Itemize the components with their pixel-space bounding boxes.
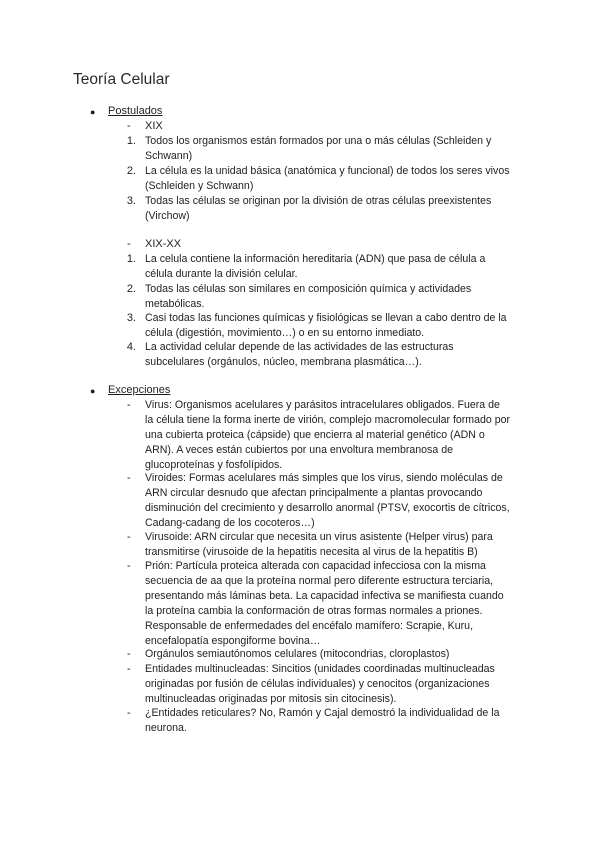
dash-marker: - — [127, 238, 131, 250]
section-heading-postulados: Postulados — [108, 105, 163, 117]
list-item: Casi todas las funciones químicas y fisiológicas se llevan a cabo dentro de la célula (digestión, movimiento…) o en su entorno inmediato. — [145, 312, 507, 339]
list-item: Prión: Partícula proteica alterada con capacidad infecciosa con la misma secuencia de aa que la proteína normal pero diferente estructura terciaria, presentando más láminas beta. La capacidad infectiva se manifiesta cuando la proteína cambia la conformación de otras formas normales a priones. Responsable de enfermedades del encéfalo mamífero: Scrapie, Kuru, encefalopatía espongiforme bovina… — [145, 560, 504, 647]
bullet-icon: ● — [90, 386, 96, 396]
list-number: 3. — [126, 195, 136, 207]
list-item: La actividad celular depende de las actividades de las estructuras subcelulares (orgánulos, núcleo, membrana plasmática…). — [145, 341, 454, 368]
list-number: 1. — [126, 253, 136, 265]
list-item: Virus: Organismos acelulares y parásitos intracelulares obligados. Fuera de la célula tiene la forma inerte de virión, complejo macromolecular formado por una cubierta proteica (cápside) que encierra al material genético (ADN o ARN). A veces están cubiertos por una envoltura membranosa de glucoproteínas y fosfolípidos. — [145, 399, 511, 471]
list-number: 3. — [126, 312, 136, 324]
list-item: Todas las células se originan por la división de otras células preexistentes (Virchow) — [145, 195, 492, 222]
dash-marker: - — [127, 120, 131, 132]
list-item: Virusoide: ARN circular que necesita un virus asistente (Helper virus) para transmitirse (virusoide de la hepatitis necesita al virus de la hepatitis B) — [145, 531, 493, 558]
list-item: La celula contiene la información hereditaria (ADN) que pasa de célula a célula durante la división celular. — [145, 253, 486, 280]
list-item: Todos los organismos están formados por una o más células (Schleiden y Schwann) — [145, 135, 492, 162]
list-item: Entidades multinucleadas: Sincitios (unidades coordinadas multinucleadas originadas por fusión de células individuales) y cenocitos (organizaciones multinucleadas originadas por mitosis sin citocinesis). — [145, 663, 495, 705]
list-number: 2. — [126, 165, 136, 177]
dash-marker: - — [127, 472, 131, 484]
dash-marker: - — [127, 648, 131, 660]
list-item: La célula es la unidad básica (anatómica y funcional) de todos los seres vivos (Schleiden y Schwann) — [145, 165, 510, 192]
list-number: 4. — [126, 341, 136, 353]
section-heading-excepciones: Excepciones — [108, 384, 171, 396]
dash-marker: - — [127, 531, 131, 543]
dash-marker: - — [127, 399, 131, 411]
bullet-icon: ● — [90, 107, 96, 117]
dash-marker: - — [127, 560, 131, 572]
list-number: 2. — [126, 283, 136, 295]
list-number: 1. — [126, 135, 136, 147]
group-label-xix: XIX — [145, 120, 163, 132]
group-label-xix-xx: XIX-XX — [145, 238, 182, 250]
dash-marker: - — [127, 663, 131, 675]
dash-marker: - — [127, 707, 131, 719]
list-item: ¿Entidades reticulares? No, Ramón y Cajal demostró la individualidad de la neurona. — [145, 707, 500, 734]
list-item: Orgánulos semiautónomos celulares (mitocondrias, cloroplastos) — [145, 648, 450, 660]
list-item: Viroides: Formas acelulares más simples que los virus, siendo moléculas de ARN circular desnudo que afectan principalmente a plantas provocando disminución del crecimiento y desarrollo anormal (PTSV, exocortis de cítricos, Cadang-cadang de los cocoteros…) — [145, 472, 510, 529]
list-item: Todas las células son similares en composición química y actividades metabólicas. — [145, 283, 472, 310]
page-title: Teoría Celular — [73, 71, 170, 88]
